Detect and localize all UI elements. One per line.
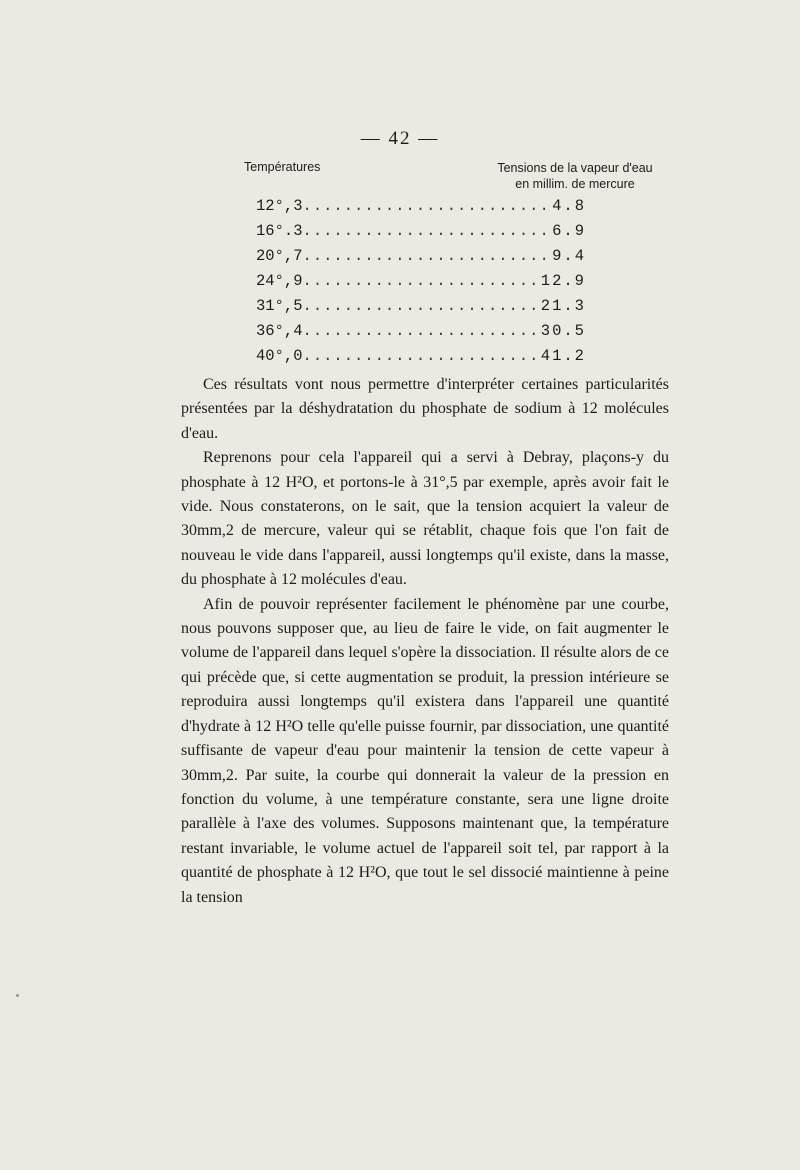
tension-table <box>256 197 586 372</box>
dot-leader <box>303 197 547 215</box>
table-row <box>256 247 586 272</box>
table-row <box>256 297 586 322</box>
dot-leader <box>303 247 547 265</box>
row-tension: 6.9 <box>552 222 586 240</box>
paper-speck <box>16 994 19 997</box>
table-row <box>256 347 586 372</box>
row-tension: 41.2 <box>540 347 586 365</box>
dot-leader <box>303 222 547 240</box>
dot-leader <box>303 347 535 365</box>
row-temperature: 24°,9 <box>256 272 303 290</box>
row-tension: 9.4 <box>552 247 586 265</box>
row-tension: 4.8 <box>552 197 586 215</box>
dot-leader <box>303 322 535 340</box>
row-tension: 30.5 <box>540 322 586 340</box>
table-row <box>256 272 586 297</box>
table-header-tensions-line2: en millim. de mercure <box>515 177 635 191</box>
table-row <box>256 197 586 222</box>
dot-leader <box>303 272 535 290</box>
page-number: — 42 — <box>360 128 440 149</box>
row-tension: 21.3 <box>540 297 586 315</box>
row-temperature: 12°,3 <box>256 197 303 215</box>
row-temperature: 40°,0 <box>256 347 303 365</box>
dot-leader <box>303 297 535 315</box>
table-header-tensions <box>480 160 670 192</box>
row-temperature: 36°,4 <box>256 322 303 340</box>
paragraph: Reprenons pour cela l'appareil qui a servi à Debray, plaçons-y du phosphate à 12 H²O, et portons-le à 31°,5 par exemple, après avoir fait le vide. Nous constaterons, on le sait, que la tension acquiert la valeur de 30mm,2 de mercure, valeur qui se rétablit, chaque fois que l'on fait de nouveau le vide dans l'appareil, aussi longtemps qu'il existe, dans la masse, du phosphate à 12 molécules d'eau. <box>181 449 669 589</box>
row-temperature: 16°.3 <box>256 222 303 240</box>
row-tension: 12.9 <box>540 272 586 290</box>
table-header-temperatures: Températures <box>244 160 321 174</box>
paragraph: Afin de pouvoir représenter facilement le phénomène par une courbe, nous pouvons supposer que, au lieu de faire le vide, on fait augmenter le volume de l'appareil dans lequel s'opère la dissociation. Il résulte alors de ce qui précède que, si cette augmentation se produit, la pression intérieure se reproduira aussi longtemps qu'il existera dans l'appareil une quantité d'hydrate à 12 H²O telle qu'elle puisse fournir, par dissociation, une quantité suffisante de vapeur d'eau pour maintenir la tension de cette vapeur à 30mm,2. Par suite, la courbe qui donnerait la valeur de la pression en fonction du volume, à une température constante, sera une ligne droite parallèle à l'axe des volumes. Supposons maintenant que, la température restant invariable, le volume actuel de l'appareil soit tel, par rapport à la quantité de phosphate à 12 H²O, que tout le sel dissocié maintienne à peine la tension <box>181 595 669 906</box>
table-row <box>256 222 586 247</box>
row-temperature: 20°,7 <box>256 247 303 265</box>
body-text <box>181 373 669 910</box>
row-temperature: 31°,5 <box>256 297 303 315</box>
paragraph: Ces résultats vont nous permettre d'interpréter certaines particularités présentées par la déshydratation du phosphate de sodium à 12 molécules d'eau. <box>181 376 669 442</box>
table-header-tensions-line1: Tensions de la vapeur d'eau <box>497 161 653 175</box>
table-row <box>256 322 586 347</box>
